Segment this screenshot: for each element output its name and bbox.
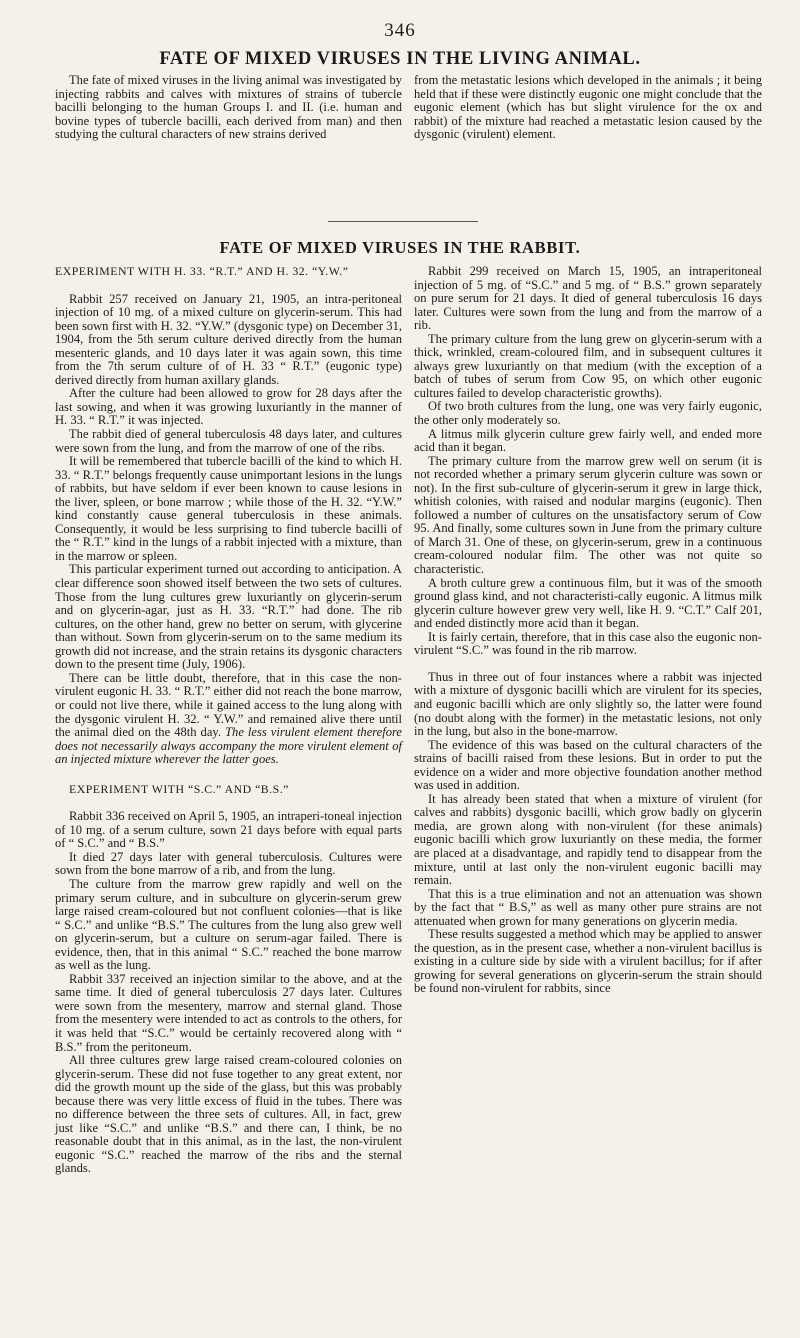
paragraph: These results suggested a method which may be applied to answer the question, as in the present case, whether a non-virulent bacillus is existing in a culture side by side with a virulent bacillus; for if after growing for several generations on glycerin-serum the strain should be found non-virulent for rabbits, since	[414, 927, 762, 996]
paragraph: All three cultures grew large raised cream-coloured colonies on glycerin-serum. These did not fuse together to any great extent, nor did the growth mount up the side of the glass, but this was probably because there was very little excess of fluid in the tubes. There was no difference between the three sets of cultures. All, in fact, grew just like “S.C.” and unlike “B.S.” and there can, I think, be no reasonable doubt that in this animal, as in the last, the non-virulent eugonic “S.C.” reached the marrow of the ribs and the sternal glands.	[55, 1053, 402, 1176]
paragraph: It has already been stated that when a mixture of virulent (for calves and rabbits) dysgonic bacilli, which grow badly on glycerin media, are grown along with non-virulent (for these animals) eugonic bacilli which grow luxuriantly on these media, the former are placed at a disadvantage, and rapidly tend to disappear from the mixture, until at last only the non-virulent eugonic bacilli may remain.	[414, 791, 762, 888]
paragraph: It will be remembered that tubercle bacilli of the kind to which H. 33. “ R.T.” belongs frequently cause unimportant lesions in the lungs of rabbits, but have seldom if ever been known to cause lesions in the liver, spleen, or bone marrow ; while those of the H. 32. “Y.W.” kind constantly cause general tuberculosis in these animals. Consequently, it would be less surprising to find tubercle bacilli of the “ R.T.” kind in the lungs of a rabbit injected with a mixture, than in the marrow or spleen.	[55, 454, 402, 563]
paragraph: It is fairly certain, therefore, that in this case also the eugonic non-virulent “S.C.” was found in the rib marrow.	[414, 629, 762, 658]
paragraph: Rabbit 257 received on January 21, 1905, an intra-peritoneal injection of 10 mg. of a mixed culture on glycerin-serum. This had been sown first with H. 32. “Y.W.” (dysgonic type) on December 31, 1904, from the 5th serum culture derived directly from the human mesenteric glands, and 10 days later it was again sown, this time from the 7th serum culture of of H. 33 “ R.T.” (eugonic type) derived directly from human axillary glands.	[55, 291, 402, 387]
paragraph: The primary culture from the lung grew on glycerin-serum with a thick, wrinkled, cream-coloured film, and in subsequent cultures it always grew luxuriantly on that medium (with the exception of a batch of tubes of serum from Cow 95, on which other eugonic cultures failed to develop characteristic growths).	[414, 331, 762, 400]
paragraph: Rabbit 336 received on April 5, 1905, an intraperi-toneal injection of 10 mg. of a serum culture, sown 21 days before with equal parts of “ S.C.” and “ B.S.”	[55, 809, 402, 851]
paragraph: Of two broth cultures from the lung, one was very fairly eugonic, the other only moderately so.	[414, 399, 762, 428]
italic-conclusion: The less virulent element therefore does not necessarily always accompany the more virulent element of an injected mixture wherever the latter goes.	[55, 725, 403, 767]
experiment-heading: EXPERIMENT WITH “S.C.” AND “B.S.”	[69, 781, 289, 796]
paragraph: This particular experiment turned out according to anticipation. A clear difference soon showed itself between the two sets of cultures. Those from the lung cultures grew luxuriantly on glycerin-serum and on glycerin-agar, just as H. 33. “R.T.” had done. The rib cultures, on the other hand, grew no better on serum, with glycerine than without. Sown from glycerin-serum on to the same medium its growth did not increase, and the strain retains its dysgonic characters down to the present time (July, 1906).	[55, 562, 402, 672]
paragraph: The primary culture from the marrow grew well on serum (it is not recorded whether a primary serum glycerin culture was sown or not). In the first sub-culture of glycerin-serum it grew in large thick, whitish colonies, with raised and nodular margins (eugonic). Then followed a number of cultures on the unsatisfactory serum of Cow 95. And finally, some cultures sown in June from the primary culture of March 31. One of these, on glycerin-serum, grew in a continuous cream-coloured nodular film. The other was not quite so characteristic.	[414, 453, 762, 577]
main-left-column	[55, 265, 402, 1176]
paragraph: The rabbit died of general tuberculosis 48 days later, and cultures were sown from the lung, and from the marrow of one of the ribs.	[55, 427, 402, 455]
paragraph: Thus in three out of four instances where a rabbit was injected with a mixture of dysgonic bacilli which are virulent for its species, and eugonic bacilli which are only slightly so, the latter were found (no doubt along with the former) in the metastatic lesions, not only in the lung, but also in the bone-marrow.	[414, 669, 762, 739]
paragraph: A litmus milk glycerin culture grew fairly well, and ended more acid than it began.	[414, 426, 762, 455]
paragraph: Rabbit 337 received an injection similar to the above, and at the same time. It died of general tuberculosis 27 days later. Cultures were sown from the mesentery, marrow and sternal gland. Those from the mesentery were intended to act as controls to the others, for it was held that “S.C.” would be certainly recovered along with “ B.S.” from the peritoneum.	[55, 971, 402, 1054]
paragraph: The culture from the marrow grew rapidly and well on the primary serum culture, and in subculture on glycerin-serum grew large raised cream-coloured but not confluent colonies—that is like “ S.C.” and unlike “B.S.” The cultures from the lung also grew well on glycerin-serum, but a culture on serum-agar failed. There is evidence, then, that in this animal “ S.C.” reached the bone marrow as well as the lung.	[55, 876, 402, 973]
intro-left-column	[55, 74, 402, 142]
experiment-heading: EXPERIMENT WITH H. 33. “R.T.” AND H. 32. “Y.W.”	[55, 264, 349, 278]
paragraph: After the culture had been allowed to grow for 28 days after the last sowing, and when it was growing luxuriantly in the manner of H. 33. “ R.T.” it was injected.	[55, 386, 402, 428]
page-number: 346	[384, 20, 416, 41]
intro-paragraph-right: from the metastatic lesions which developed in the animals ; it being held that if these were distinctly eugonic one might conclude that the eugonic element (which has but slight virulence for the ox and rabbit) of the mixture had reached a metastatic lesion caused by the dysgonic (virulent) element.	[414, 73, 762, 142]
paragraph: A broth culture grew a continuous film, but it was of the smooth ground glass kind, and not characteristi-cally eugonic. A litmus milk glycerin culture however grew very well, like H. 9. “C.T.” Calf 201, and ended distinctly more acid than it began.	[414, 575, 762, 631]
intro-paragraph-left: The fate of mixed viruses in the living animal was investigated by injecting rabbits and calves with mixtures of strains of tubercle bacilli belonging to the human Groups I. and II. (i.e. human and bovine types of tubercle bacilli, each derived from man) and then studying the cultural characters of new strains derived	[55, 73, 402, 142]
paragraph: It died 27 days later with general tuberculosis. Cultures were sown from the bone marrow of a rib, and from the lung.	[55, 849, 402, 878]
main-right-column	[414, 265, 762, 996]
paragraph: That this is a true elimination and not an attenuation was shown by the fact that “ B.S,” as well as many other pure strains are not attenuated when grown for many generations on glycerin media.	[414, 886, 762, 928]
section-heading: FATE OF MIXED VIRUSES IN THE RABBIT.	[219, 238, 581, 257]
paragraph: Rabbit 299 received on March 15, 1905, an intraperitoneal injection of 5 mg. of “S.C.” and 5 mg. of “ B.S.” grown separately on pure serum for 21 days. It died of general tuberculosis 16 days later. Cultures were sown from the lung and from the marrow of a rib.	[414, 264, 762, 333]
intro-right-column	[414, 74, 762, 142]
paragraph	[55, 672, 402, 767]
paragraph-text: There can be little doubt, therefore, that in this case the non-virulent eugonic H. 33. “ R.T.” either did not reach the bone marrow, or could not live there, while it gained access to the lung along with the dysgonic virulent H. 32. “ Y.W.” and remained alive there until the animal died on the 48th day.	[55, 670, 402, 740]
running-head: FATE OF MIXED VIRUSES IN THE LIVING ANIMAL.	[159, 49, 641, 69]
paragraph: The evidence of this was based on the cultural characters of the strains of bacilli raised from these lesions. But in order to put the evidence on a wider and more objective foundation another method was used in addition.	[414, 737, 762, 793]
section-divider	[328, 221, 478, 222]
